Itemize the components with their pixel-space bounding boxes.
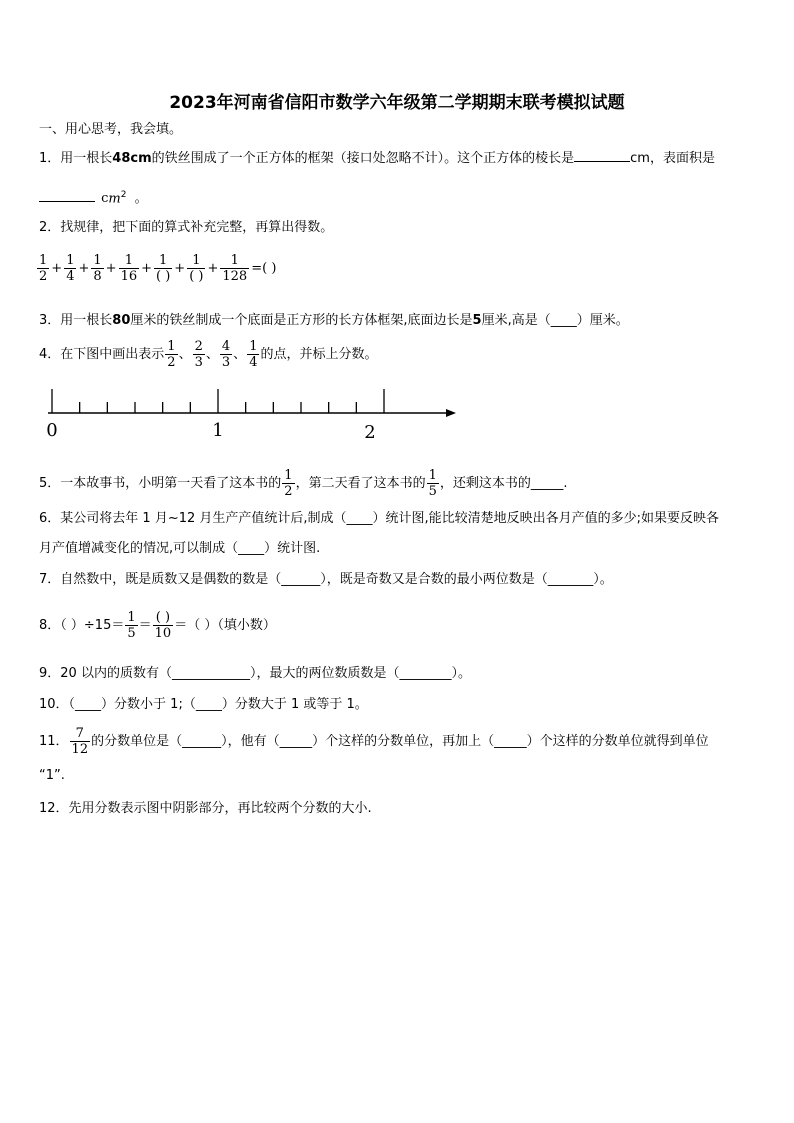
- q1-unit1: cm，表面积是: [630, 151, 715, 166]
- q1-number: 1．: [39, 151, 61, 166]
- q4-sep: 、: [233, 347, 247, 362]
- question-7: [39, 571, 613, 589]
- q2-answer-blank[interactable]: =( ): [251, 261, 277, 276]
- q2-expression: [36, 253, 277, 284]
- q4-number: 4．: [39, 347, 61, 362]
- q5-text-a: 一本故事书，小明第一天看了这本书的: [60, 476, 282, 491]
- q12-number: 12．: [39, 801, 69, 816]
- q11-text: 的分数单位是（______），他有（_____）个这样的分数单位，再加上（_____）个这样的分数单位就得到单位: [91, 734, 709, 749]
- q2-text: 找规律，把下面的算式补充完整，再算出得数。: [60, 220, 334, 235]
- q4-sep: 、: [178, 347, 192, 362]
- plus-sign: +: [105, 261, 117, 276]
- q8-fraction-1: $\frac{1}{5}$: [127, 610, 136, 641]
- q2-number: 2．: [39, 220, 61, 235]
- q1-unit-exp: 2: [120, 190, 127, 200]
- question-3: [39, 312, 629, 330]
- q2-fraction-3: $\frac{1}{8}$: [93, 253, 102, 284]
- q1-unit-c: c: [101, 191, 109, 207]
- q8-text-b: ＝（ ）（填小数）: [174, 618, 276, 633]
- plus-sign: +: [207, 261, 219, 276]
- q8-text-a: （ ）÷15＝: [60, 618, 125, 633]
- plus-sign: +: [174, 261, 186, 276]
- section-heading: 一、用心思考，我会填。: [39, 122, 183, 137]
- q4-sep: 、: [205, 347, 219, 362]
- q10-number: 10．: [39, 697, 69, 712]
- q12-text: 先用分数表示图中阴影部分，再比较两个分数的大小.: [68, 801, 372, 816]
- question-8: [39, 610, 276, 641]
- question-12: [39, 800, 372, 818]
- q6-number: 6．: [39, 511, 61, 526]
- q3-text-b: 厘米的铁丝制成一个底面是正方形的长方体框架,底面边长是: [130, 313, 473, 328]
- q3-text-a: 用一根长: [60, 313, 113, 328]
- q7-text: 自然数中，既是质数又是偶数的数是（______），既是奇数又是合数的最小两位数是（_______）。: [60, 572, 613, 587]
- q2-fraction-2: $\frac{1}{4}$: [66, 253, 75, 284]
- number-line[interactable]: [40, 380, 470, 440]
- q4-fraction-1: $\frac{1}{2}$: [167, 339, 176, 370]
- axis-label-1: 1: [212, 420, 224, 440]
- q8-fraction-2[interactable]: $\frac{( )}{10}$: [154, 610, 172, 641]
- q9-text: 20 以内的质数有（____________），最大的两位数质数是（________）。: [60, 666, 471, 681]
- q4-text-a: 在下图中画出表示: [60, 347, 165, 362]
- q11-fraction: $\frac{7}{12}$: [71, 726, 89, 757]
- q1-blank-area[interactable]: [39, 187, 95, 202]
- q2-fraction-6[interactable]: $\frac{1}{( )}$: [189, 253, 204, 284]
- q1-unit-m: m: [108, 191, 121, 207]
- q8-number: 8．: [39, 618, 61, 633]
- q2-fraction-7: $\frac{1}{128}$: [222, 253, 248, 284]
- page-title: 2023年河南省信阳市数学六年级第二学期期末联考模拟试题: [169, 93, 625, 113]
- axis-label-2: 2: [364, 422, 376, 440]
- plus-sign: +: [51, 261, 63, 276]
- q5-number: 5．: [39, 476, 61, 491]
- question-4: [39, 339, 377, 370]
- q4-fraction-3: $\frac{4}{3}$: [221, 339, 231, 370]
- plus-sign: +: [78, 261, 90, 276]
- q2-fraction-1: $\frac{1}{2}$: [39, 253, 48, 284]
- plus-sign: +: [141, 261, 153, 276]
- q3-n1: 80: [112, 313, 131, 328]
- q1-length: 48cm: [112, 151, 152, 166]
- number-line-arrow: [446, 409, 456, 417]
- question-1: [39, 147, 715, 168]
- q5-text-c: ，还剩这本书的_____.: [439, 476, 568, 491]
- question-9: [39, 665, 471, 683]
- q10-text: （____）分数小于 1;（____）分数大于 1 或等于 1。: [68, 697, 368, 712]
- q3-n2: 5: [472, 313, 482, 328]
- q4-fraction-4: $\frac{1}{4}$: [249, 339, 258, 370]
- q3-text-c: 厘米,高是（____）厘米。: [481, 313, 629, 328]
- q11-line2: “1”.: [39, 768, 65, 783]
- q1-end: 。: [134, 191, 148, 207]
- q9-number: 9．: [39, 666, 61, 681]
- number-line-ticks: [52, 389, 384, 413]
- q2-fraction-4: $\frac{1}{16}$: [120, 253, 138, 284]
- q3-number: 3．: [39, 313, 61, 328]
- axis-label-0: 0: [46, 420, 58, 440]
- question-10: [39, 696, 368, 714]
- question-11: [39, 726, 709, 757]
- q5-text-b: ，第二天看了这本书的: [295, 476, 426, 491]
- question-1-line2: [39, 186, 148, 208]
- q8-equals: ＝: [138, 618, 152, 633]
- q4-fraction-2: $\frac{2}{3}$: [194, 339, 203, 370]
- q2-fraction-5[interactable]: $\frac{1}{( )}$: [156, 253, 171, 284]
- q6-line1: 某公司将去年 1 月~12 月生产产值统计后,制成（____）统计图,能比较清楚地反映出各月产值的多少;如果要反映各: [60, 511, 720, 526]
- q7-number: 7．: [39, 572, 61, 587]
- question-6: [39, 510, 719, 528]
- question-2: [39, 219, 333, 237]
- q5-fraction-2: $\frac{1}{5}$: [428, 468, 437, 499]
- q4-text-b: 的点，并标上分数。: [260, 347, 378, 362]
- q5-fraction-1: $\frac{1}{2}$: [284, 468, 293, 499]
- q1-text-b: 的铁丝围成了一个正方体的框架（接口处忽略不计）。这个正方体的棱长是: [151, 151, 575, 166]
- q6-line2: 月产值增减变化的情况,可以制成（____）统计图.: [39, 541, 321, 556]
- q11-number: 11．: [39, 734, 69, 749]
- q1-text-a: 用一根长: [60, 151, 113, 166]
- question-5: [39, 468, 568, 499]
- q1-blank-edge[interactable]: [574, 147, 630, 162]
